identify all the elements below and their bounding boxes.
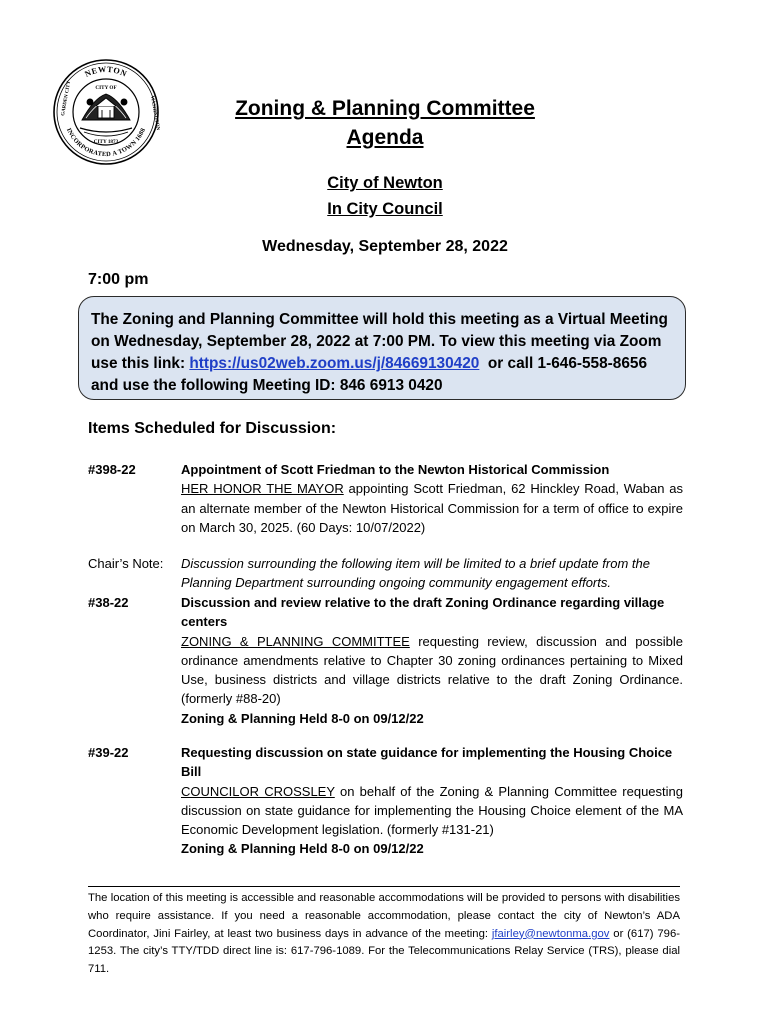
meeting-location: In City Council	[327, 200, 443, 218]
item-heading: Requesting discussion on state guidance for implementing the Housing Choice Bill	[181, 745, 673, 780]
item-description-block	[181, 479, 683, 537]
footer-divider	[88, 886, 680, 887]
chairs-note-label: Chair’s Note:	[88, 556, 164, 571]
item-sponsor: HER HONOR THE MAYOR	[181, 481, 344, 497]
agenda-item	[88, 743, 683, 859]
item-held-status: Zoning & Planning Held 8-0 on 09/12/22	[181, 841, 424, 857]
seal-ring-top-text: NEWTON	[83, 64, 129, 79]
city-name: City of Newton	[327, 174, 443, 192]
svg-text:NEWTON	[84, 65, 129, 79]
items-heading: Items Scheduled for Discussion:	[88, 420, 337, 437]
agenda-item	[88, 593, 691, 728]
chairs-note-text: Discussion surrounding the following item will be limited to a brief update from the Planning Department surrounding ongoing community engagement efforts.	[181, 556, 650, 591]
item-heading: Discussion and review relative to the draft Zoning Ordinance regarding village centers	[181, 595, 665, 630]
title-line-2: Agenda	[346, 126, 424, 149]
footer-text-intro: The location of this meeting is accessible and reasonable accommodations will be provided to persons with disabilities who require assistance. If you need a reasonable accommodation, please contact the city of Newton’s ADA Coordinator, Jini Fairley, at least two business days in advance of the meeting:	[88, 892, 680, 940]
virtual-meeting-notice	[78, 296, 686, 400]
footer-text-contact: or (617) 796-1253. The city’s TTY/TDD direct line is: 617-796-1089. For the Telecommunications Relay Service (TRS), please dial 711.	[88, 927, 680, 976]
item-description-block	[181, 782, 683, 840]
item-number: #39-22	[88, 745, 129, 760]
item-sponsor: COUNCILOR CROSSLEY	[181, 783, 335, 799]
title-line-1: Zoning & Planning Committee	[235, 97, 535, 120]
item-description: appointing Scott Friedman, 62 Hinckley Road, Waban as an alternate member of the Newton Historical Commission for a term of office to expire on March 30, 2025. (60 Days: 10/07/2022)	[181, 481, 683, 535]
item-description: on behalf of the Zoning & Planning Committee requesting discussion on state guidance for implementing the Housing Choice element of the MA Economic Development legislation. (formerly #131-21)	[181, 783, 683, 838]
item-number: #398-22	[88, 462, 136, 477]
seal-inner-bottom-text: CITY 1873	[93, 139, 119, 145]
agenda-item	[88, 460, 683, 537]
chairs-note	[88, 554, 683, 593]
item-description: requesting review, discussion and possible ordinance amendments relative to Chapter 30 zoning ordinances pertaining to Mixed Use, business districts and village districts relative to the draft Zoning Ordinance. (formerly #88-20)	[181, 633, 691, 707]
item-number: #38-22	[88, 595, 129, 610]
seal-inner-top-text: CITY OF	[95, 85, 117, 91]
seal-ring-left-text: GARDEN CITY	[61, 80, 73, 117]
notice-text-call-info: or call 1-646-558-8656 and use the following Meeting ID: 846 6913 0420	[91, 355, 652, 394]
item-held-status: Zoning & Planning Held 8-0 on 09/12/22	[181, 710, 424, 726]
zoom-meeting-link[interactable]: https://us02web.zoom.us/j/84669130420	[189, 355, 480, 372]
agenda-title	[0, 94, 770, 152]
agenda-subtitle	[0, 170, 770, 222]
item-heading: Appointment of Scott Friedman to the Newton Historical Commission	[181, 462, 610, 477]
ada-coordinator-email-link[interactable]: jfairley@newtonma.gov	[491, 927, 610, 940]
seal-ring-bottom-text: INCORPORATED A TOWN 1688	[64, 127, 148, 159]
meeting-date: Wednesday, September 28, 2022	[262, 238, 508, 255]
item-sponsor: ZONING & PLANNING COMMITTEE	[181, 633, 410, 649]
seal-ring-right-text: WASHINGTON	[149, 95, 160, 131]
item-description-block	[181, 632, 691, 709]
notice-text-intro: The Zoning and Planning Committee will hold this meeting as a Virtual Meeting on Wednesday, September 28, 2022 at 7:00 PM. To view this meeting via Zoom use this link:	[91, 311, 668, 372]
accessibility-footer	[88, 890, 680, 979]
meeting-time: 7:00 pm	[88, 271, 149, 288]
